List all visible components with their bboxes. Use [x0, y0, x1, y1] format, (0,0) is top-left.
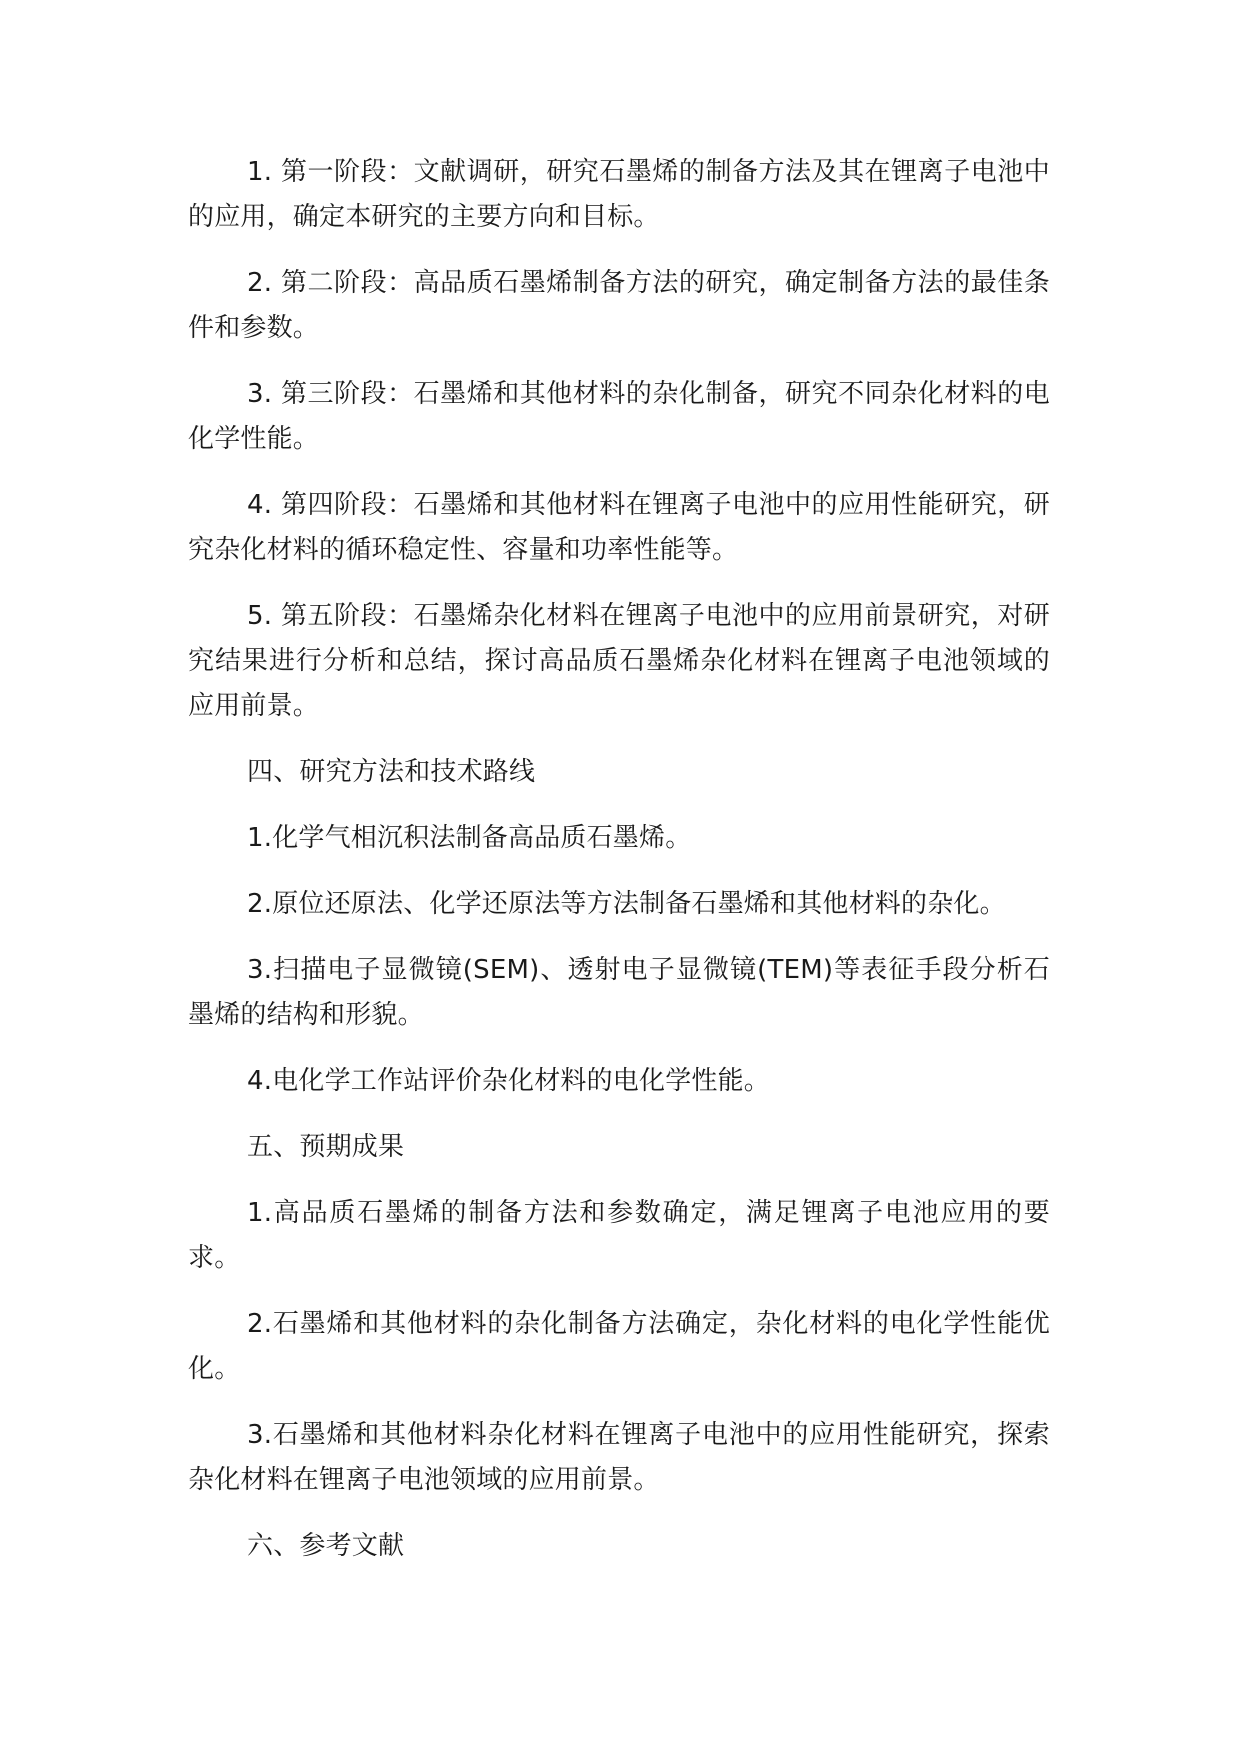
- phase-3-paragraph: 3. 第三阶段：石墨烯和其他材料的杂化制备，研究不同杂化材料的电化学性能。: [188, 379, 1050, 454]
- document-page: [188, 150, 1050, 1590]
- section-heading-methods: 四、研究方法和技术路线: [247, 757, 536, 787]
- phase-1-paragraph: 1. 第一阶段：文献调研，研究石墨烯的制备方法及其在锂离子电池中的应用，确定本研究的主要方向和目标。: [188, 157, 1050, 232]
- phase-5-paragraph: 5. 第五阶段：石墨烯杂化材料在锂离子电池中的应用前景研究，对研究结果进行分析和总结，探讨高品质石墨烯杂化材料在锂离子电池领域的应用前景。: [188, 601, 1050, 721]
- section-heading-references: 六、参考文献: [247, 1531, 405, 1561]
- outcome-1-paragraph: 1.高品质石墨烯的制备方法和参数确定，满足锂离子电池应用的要求。: [188, 1198, 1050, 1273]
- section-heading-outcomes: 五、预期成果: [247, 1132, 405, 1162]
- method-2-paragraph: 2.原位还原法、化学还原法等方法制备石墨烯和其他材料的杂化。: [247, 889, 1006, 919]
- phase-4-paragraph: 4. 第四阶段：石墨烯和其他材料在锂离子电池中的应用性能研究，研究杂化材料的循环稳定性、容量和功率性能等。: [188, 490, 1050, 565]
- method-4-paragraph: 4.电化学工作站评价杂化材料的电化学性能。: [247, 1066, 771, 1096]
- method-1-paragraph: 1.化学气相沉积法制备高品质石墨烯。: [247, 823, 692, 853]
- method-3-paragraph: 3.扫描电子显微镜(SEM)、透射电子显微镜(TEM)等表征手段分析石墨烯的结构和形貌。: [188, 955, 1050, 1030]
- outcome-2-paragraph: 2.石墨烯和其他材料的杂化制备方法确定，杂化材料的电化学性能优化。: [188, 1309, 1050, 1384]
- outcome-3-paragraph: 3.石墨烯和其他材料杂化材料在锂离子电池中的应用性能研究，探索杂化材料在锂离子电池领域的应用前景。: [188, 1420, 1050, 1495]
- phase-2-paragraph: 2. 第二阶段：高品质石墨烯制备方法的研究，确定制备方法的最佳条件和参数。: [188, 268, 1050, 343]
